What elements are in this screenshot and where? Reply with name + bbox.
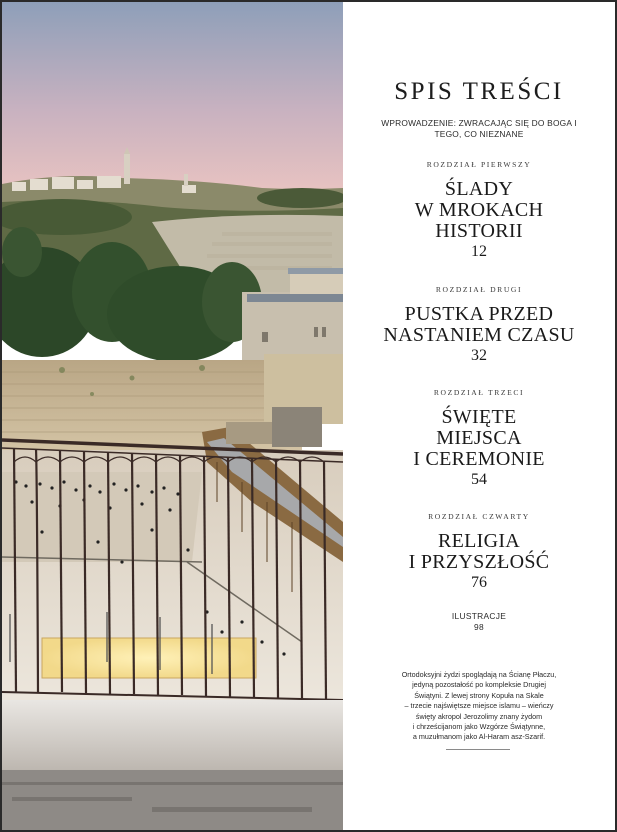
illustrations-entry[interactable] [343, 611, 615, 633]
chapter-title: ŚWIĘTE MIEJSCA I CEREMONIE [413, 406, 545, 470]
illustrations-label: ILUSTRACJE [451, 611, 507, 621]
introduction-entry[interactable]: WPROWADZENIE: ZWRACAJĄC SIĘ DO BOGA I TEGO, CO NIEZNANE [381, 118, 577, 139]
chapter-2-entry[interactable] [343, 284, 615, 365]
chapter-label: ROZDZIAŁ DRUGI [435, 285, 523, 294]
divider-rule [446, 749, 510, 750]
illustrations-page-number: 98 [474, 622, 484, 632]
chapter-title: ŚLADY W MROKACH HISTORII [414, 178, 544, 242]
chapter-4-entry[interactable] [343, 511, 615, 592]
chapter-1-entry[interactable] [343, 159, 615, 261]
chapter-title: PUSTKA PRZED NASTANIEM CZASU [383, 303, 575, 346]
chapter-page-number: 54 [471, 471, 487, 488]
chapter-label: ROZDZIAŁ PIERWSZY [426, 160, 532, 169]
page [2, 2, 615, 830]
chapter-label: ROZDZIAŁ TRZECI [433, 388, 525, 397]
chapter-label: ROZDZIAŁ CZWARTY [428, 512, 530, 521]
photo-illustration [2, 2, 343, 830]
toc-title: SPIS TREŚCI [394, 78, 564, 105]
chapter-3-entry[interactable] [343, 387, 615, 489]
photo-caption: Ortodoksyjni żydzi spoglądają na Ścianę Płaczu, jedyną pozostałość po kompleksie Drugiej Świątyni. Z lewej strony Kopuła na Skale – trzecie najświętsze miejsce islamu – wieńczy święty akropol Jerozolimy znany żydom i chrześcijanom jako Wzgórze Świątynne, a muzułmanom jako Al-Haram asz-Szarif. [401, 670, 557, 742]
western-wall-photo [2, 2, 343, 830]
table-of-contents [343, 2, 615, 830]
chapter-page-number: 12 [471, 243, 487, 260]
chapter-page-number: 76 [471, 574, 487, 591]
chapter-title: RELIGIA I PRZYSZŁOŚĆ [408, 530, 550, 573]
chapter-page-number: 32 [471, 347, 487, 364]
